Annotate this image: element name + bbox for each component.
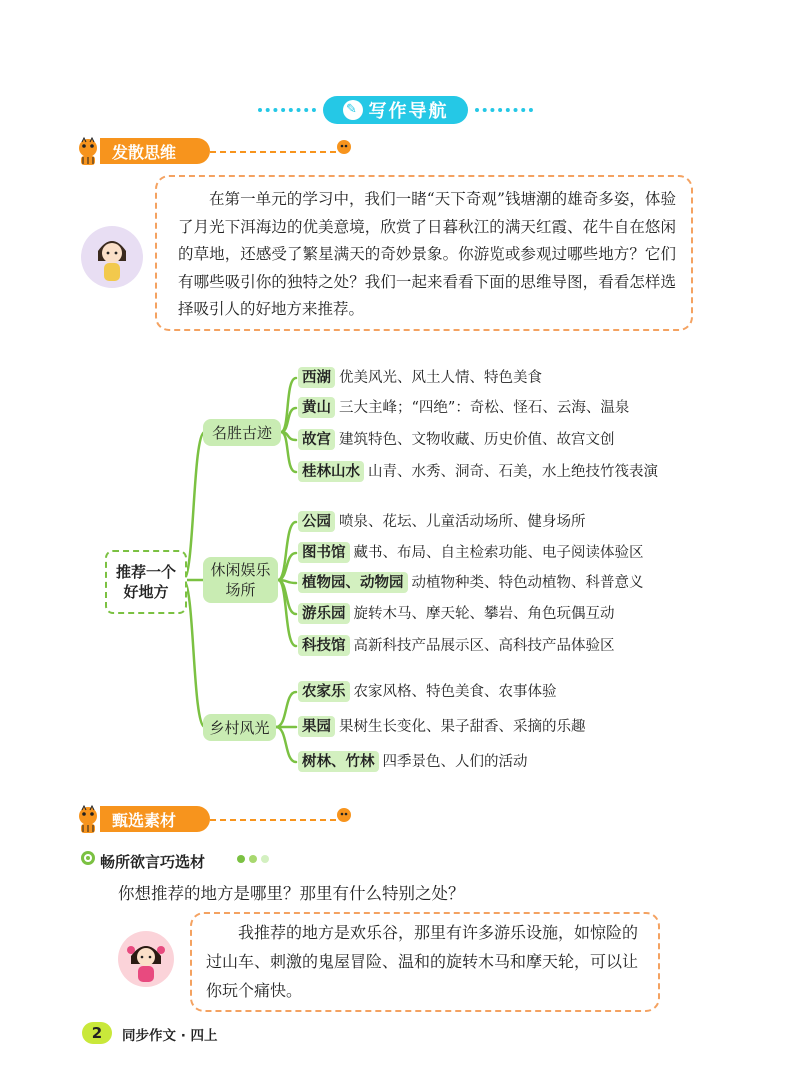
mindmap-leaf	[298, 715, 586, 739]
mindmap-leaf	[298, 510, 586, 534]
leaf-tag: 图书馆	[298, 542, 350, 563]
section-tab-divergent-thinking	[100, 138, 210, 164]
mindmap-leaf	[298, 602, 615, 626]
book-title: 同步作文 · 四上	[122, 1028, 218, 1044]
mindmap-leaf	[298, 680, 557, 704]
branch-label: 休闲娱乐场所	[210, 561, 271, 599]
leaf-tag: 桂林山水	[298, 461, 364, 482]
intro-text: 在第一单元的学习中，我们一睹“天下奇观”钱塘潮的雄奇多姿，体验了月光下洱海边的优美意境，欣赏了日暮秋江的满天红霞、花牛自在悠闲的草地，还感受了繁星满天的奇妙景象。你游览或参观过哪些地方？它们有哪些吸引你的独特之处？我们一起来看看下面的思维导图，看看怎样选择吸引人的好地方来推荐。	[178, 190, 676, 318]
section-tab-select-material	[100, 806, 210, 832]
section-divider	[210, 151, 336, 153]
leaf-tag: 科技馆	[298, 635, 350, 656]
mindmap-leaf	[298, 366, 542, 390]
pen-icon: ✎	[343, 100, 363, 120]
mindmap-leaf	[298, 541, 644, 565]
leaf-tag: 树林、竹林	[298, 751, 379, 772]
leaf-text: 农家风格、特色美食、农事体验	[353, 684, 557, 700]
leaf-text: 四季景色、人们的活动	[382, 754, 528, 770]
mindmap-leaf	[298, 396, 629, 420]
branch-label: 名胜古迹	[211, 424, 272, 442]
leaf-text: 果树生长变化、果子甜香、采摘的乐趣	[339, 719, 586, 735]
target-icon	[80, 850, 96, 866]
leaf-text: 优美风光、风土人情、特色美食	[339, 370, 542, 386]
mindmap-branch-countryside	[203, 714, 276, 741]
title-dots-left	[258, 108, 316, 116]
mindmap-leaf	[298, 750, 528, 774]
girl-avatar	[80, 225, 144, 289]
material-subtitle-text: 畅所欲言巧选材	[100, 853, 206, 871]
leaf-text: 藏书、布局、自主检索功能、电子阅读体验区	[353, 545, 644, 561]
leaf-text: 旋转木马、摩天轮、攀岩、角色玩偶互动	[353, 606, 615, 622]
leaf-tag: 农家乐	[298, 681, 350, 702]
mindmap-root	[105, 550, 187, 614]
section-divider	[210, 819, 336, 821]
section-tab-label: 甄选素材	[112, 810, 177, 830]
mindmap-branch-scenic-spots	[203, 419, 281, 446]
page-title-text: 写作导航	[368, 101, 449, 122]
section-tab-label: 发散思维	[112, 142, 177, 162]
page-number: 2	[82, 1022, 112, 1044]
title-dots-right	[475, 108, 533, 116]
leaf-tag: 黄山	[298, 397, 335, 418]
leaf-text: 高新科技产品展示区、高科技产品体验区	[353, 638, 615, 654]
mindmap-leaf	[298, 428, 615, 452]
leaf-tag: 果园	[298, 716, 335, 737]
leaf-text: 山青、水秀、洞奇、石美，水上绝技竹筏表演	[368, 464, 658, 480]
mindmap-branch-leisure-places	[203, 557, 278, 603]
tiger-icon	[74, 136, 102, 166]
leaf-text: 喷泉、花坛、儿童活动场所、健身场所	[339, 514, 586, 530]
mindmap-leaf	[298, 634, 615, 658]
leaf-tag: 故宫	[298, 429, 335, 450]
leaf-text: 动植物种类、特色动植物、科普意义	[411, 575, 644, 591]
mindmap-leaf	[298, 460, 658, 484]
girl-avatar	[117, 930, 175, 988]
leaf-tag: 植物园、动物园	[298, 572, 408, 593]
page-title	[323, 96, 468, 124]
leaf-tag: 西湖	[298, 367, 335, 388]
mindmap-leaf	[298, 571, 644, 595]
leaf-tag: 公园	[298, 511, 335, 532]
tiger-icon	[74, 804, 102, 834]
material-answer: 我推荐的地方是欢乐谷，那里有许多游乐设施，如惊险的过山车、刺激的鬼屋冒险、温和的旋转木马和摩天轮，可以让你玩个痛快。	[206, 923, 639, 1000]
dots-icon	[236, 854, 270, 864]
leaf-text: 三大主峰；“四绝”：奇松、怪石、云海、温泉	[339, 400, 630, 416]
material-subtitle	[100, 851, 205, 872]
leaf-tag: 游乐园	[298, 603, 350, 624]
material-question: 你想推荐的地方是哪里？那里有什么特别之处？	[118, 884, 465, 903]
mindmap-root-label: 推荐一个好地方	[115, 563, 176, 601]
leaf-text: 建筑特色、文物收藏、历史价值、故宫文创	[339, 432, 615, 448]
tiger-small-icon	[334, 138, 354, 156]
tiger-small-icon	[334, 806, 354, 824]
branch-label: 乡村风光	[209, 719, 270, 737]
